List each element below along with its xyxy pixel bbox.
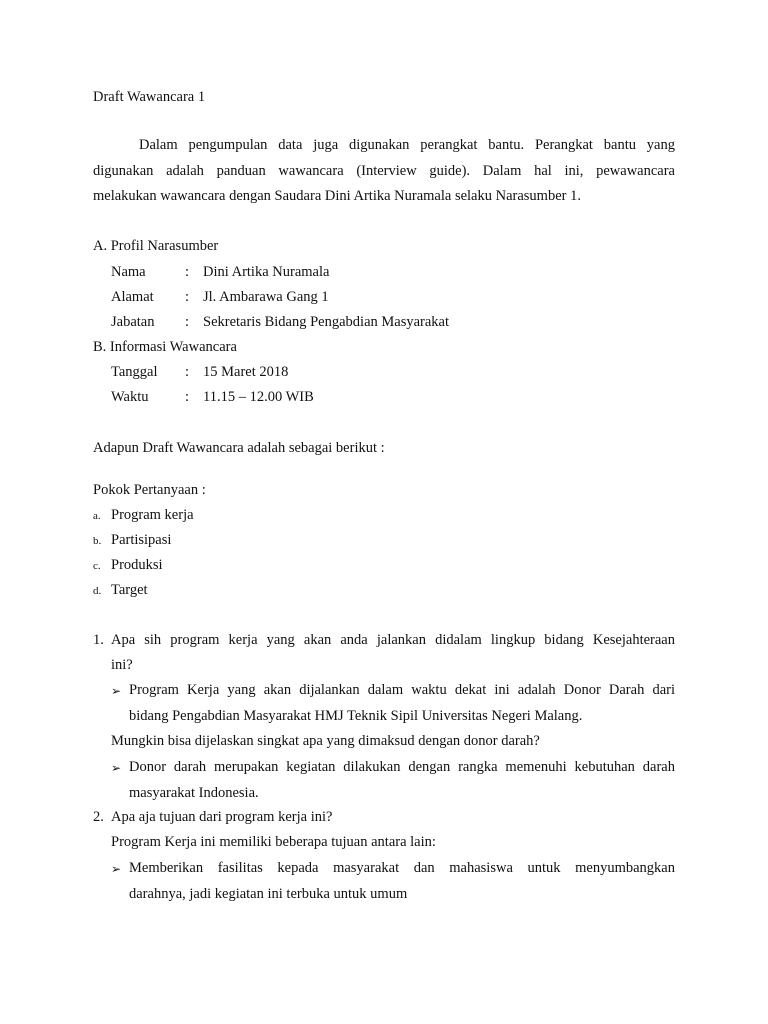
info-separator: : (185, 389, 190, 405)
list-item: Partisipasi (111, 532, 172, 548)
arrow-bullet-icon: ➢ (111, 684, 122, 698)
answer-1-line-1: Program Kerja yang akan dijalankan dalam waktu dekat ini adalah Donor Darah dari (129, 682, 675, 698)
profile-label: Alamat (111, 289, 154, 305)
profile-value: Jl. Ambarawa Gang 1 (203, 289, 329, 305)
intro-line-1: Dalam pengumpulan data juga digunakan perangkat bantu. Perangkat bantu yang (139, 137, 675, 153)
info-label: Waktu (111, 389, 149, 405)
profile-separator: : (185, 314, 190, 330)
profile-value: Dini Artika Nuramala (203, 264, 330, 280)
answer-2-line-2: masyarakat Indonesia. (129, 785, 259, 801)
section-b-heading: B. Informasi Wawancara (93, 339, 237, 355)
q2-answer-line-2: darahnya, jadi kegiatan ini terbuka untuk umum (129, 886, 408, 902)
info-value: 15 Maret 2018 (203, 364, 289, 380)
document-title: Draft Wawancara 1 (93, 89, 206, 105)
answer-2-line-1: Donor darah merupakan kegiatan dilakukan dengan rangka memenuhi kebutuhan darah (129, 759, 675, 775)
list-marker: c. (93, 560, 101, 572)
list-item: Program kerja (111, 507, 194, 523)
profile-value: Sekretaris Bidang Pengabdian Masyarakat (203, 314, 450, 330)
question-1-line-1: Apa sih program kerja yang akan anda jalankan didalam lingkup bidang Kesejahteraan (111, 632, 675, 648)
question-2-lead: Program Kerja ini memiliki beberapa tujuan antara lain: (111, 834, 436, 850)
arrow-bullet-icon: ➢ (111, 862, 122, 876)
list-item: Target (111, 582, 148, 598)
section-a-heading: A. Profil Narasumber (93, 238, 219, 254)
q2-answer-line-1: Memberikan fasilitas kepada masyarakat dan mahasiswa untuk menyumbangkan (129, 860, 675, 876)
profile-label: Nama (111, 264, 146, 280)
followup-question: Mungkin bisa dijelaskan singkat apa yang dimaksud dengan donor darah? (111, 733, 540, 749)
draft-intro: Adapun Draft Wawancara adalah sebagai berikut : (93, 440, 385, 456)
info-separator: : (185, 364, 190, 380)
question-1-line-2: ini? (111, 657, 133, 673)
profile-separator: : (185, 264, 190, 280)
list-marker: b. (93, 535, 102, 547)
list-marker: d. (93, 585, 102, 597)
list-item: Produksi (111, 557, 163, 573)
intro-line-2: digunakan adalah panduan wawancara (Interview guide). Dalam hal ini, pewawancara (93, 163, 675, 179)
list-marker: a. (93, 510, 101, 522)
pokok-heading: Pokok Pertanyaan : (93, 482, 206, 498)
arrow-bullet-icon: ➢ (111, 761, 122, 775)
question-2-line-1: Apa aja tujuan dari program kerja ini? (111, 809, 333, 825)
info-value: 11.15 – 12.00 WIB (203, 389, 314, 405)
answer-1-line-2: bidang Pengabdian Masyarakat HMJ Teknik Sipil Universitas Negeri Malang. (129, 708, 583, 724)
intro-line-3: melakukan wawancara dengan Saudara Dini Artika Nuramala selaku Narasumber 1. (93, 188, 581, 204)
info-label: Tanggal (111, 364, 158, 380)
profile-label: Jabatan (111, 314, 155, 330)
profile-separator: : (185, 289, 190, 305)
question-number: 1. (93, 632, 104, 648)
question-number: 2. (93, 809, 104, 825)
